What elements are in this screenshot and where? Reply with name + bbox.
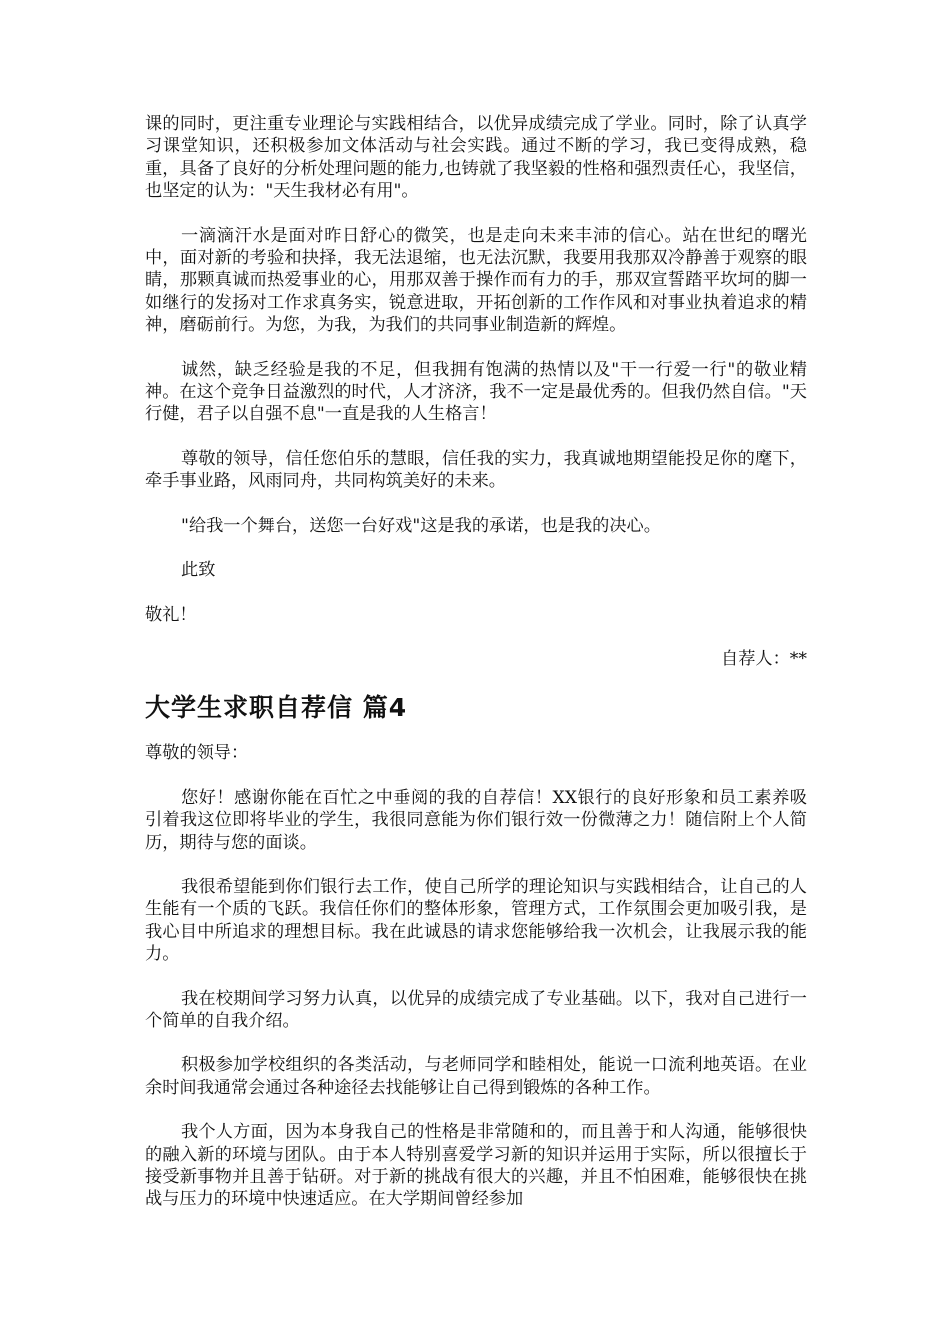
paragraph: 您好！感谢你能在百忙之中垂阅的我的自荐信！XX银行的良好形象和员工素养吸引着我这位即将毕业的学生，我很同意能为你们银行效一份微薄之力！随信附上个人简历，期待与您的面谈。 [145,787,807,853]
paragraph: 我个人方面，因为本身我自己的性格是非常随和的，而且善于和人沟通，能够很快的融入新的环境与团队。由于本人特别喜爱学习新的知识并运用于实际，所以很擅长于接受新事物并且善于钻研。对于新的挑战有很大的兴趣，并且不怕困难，能够很快在挑战与压力的环境中快速适应。在大学期间曾经参加 [145,1122,807,1210]
closing-regards: 敬礼！ [145,604,197,625]
paragraph: 我在校期间学习努力认真，以优异的成绩完成了专业基础。以下，我对自己进行一个简单的自我介绍。 [145,988,807,1031]
paragraph: 一滴滴汗水是面对昨日舒心的微笑，也是走向未来丰沛的信心。站在世纪的曙光中，面对新的考验和抉择，我无法退缩，也无法沉默，我要用我那双冷静善于观察的眼睛，那颗真诚而热爱事业的心，用那双善于操作而有力的手，那双宣誓踏平坎坷的脚一如继行的发扬对工作求真务实，锐意进取，开拓创新的工作作风和对事业执着追求的精神，磨砺前行。为您，为我，为我们的共同事业制造新的辉煌。 [145,225,807,336]
paragraph: 积极参加学校组织的各类活动，与老师同学和睦相处，能说一口流利地英语。在业余时间我通常会通过各种途径去找能够让自己得到锻炼的各种工作。 [145,1055,807,1098]
closing-salutation: 此致 [181,560,216,581]
paragraph: 诚然，缺乏经验是我的不足，但我拥有饱满的热情以及"干一行爱一行"的敬业精神。在这个竞争日益激烈的时代，人才济济，我不一定是最优秀的。但我仍然自信。"天行健，君子以自强不息"一直是我的人生格言！ [145,359,807,425]
section-heading: 大学生求职自荐信 篇4 [145,693,408,723]
greeting: 尊敬的领导： [145,743,249,764]
signature: 自荐人：** [721,648,807,669]
paragraph: 我很希望能到你们银行去工作，使自己所学的理论知识与实践相结合，让自己的人生能有一个质的飞跃。我信任你们的整体形象，管理方式，工作氛围会更加吸引我，是我心目中所追求的理想目标。我在此诚恳的请求您能够给我一次机会，让我展示我的能力。 [145,876,807,965]
paragraph: "给我一个舞台，送您一台好戏"这是我的承诺，也是我的决心。 [181,515,661,536]
paragraph: 尊敬的领导，信任您伯乐的慧眼，信任我的实力，我真诚地期望能投足你的麾下，牵手事业路，风雨同舟，共同构筑美好的未来。 [145,448,807,492]
document-page [145,113,807,1233]
paragraph-continuation: 课的同时，更注重专业理论与实践相结合，以优异成绩完成了学业。同时，除了认真学习课堂知识，还积极参加文体活动与社会实践。通过不断的学习，我已变得成熟，稳重，具备了良好的分析处理问题的能力,也铸就了我坚毅的性格和强烈责任心，我坚信，也坚定的认为："天生我材必有用"。 [145,114,807,202]
